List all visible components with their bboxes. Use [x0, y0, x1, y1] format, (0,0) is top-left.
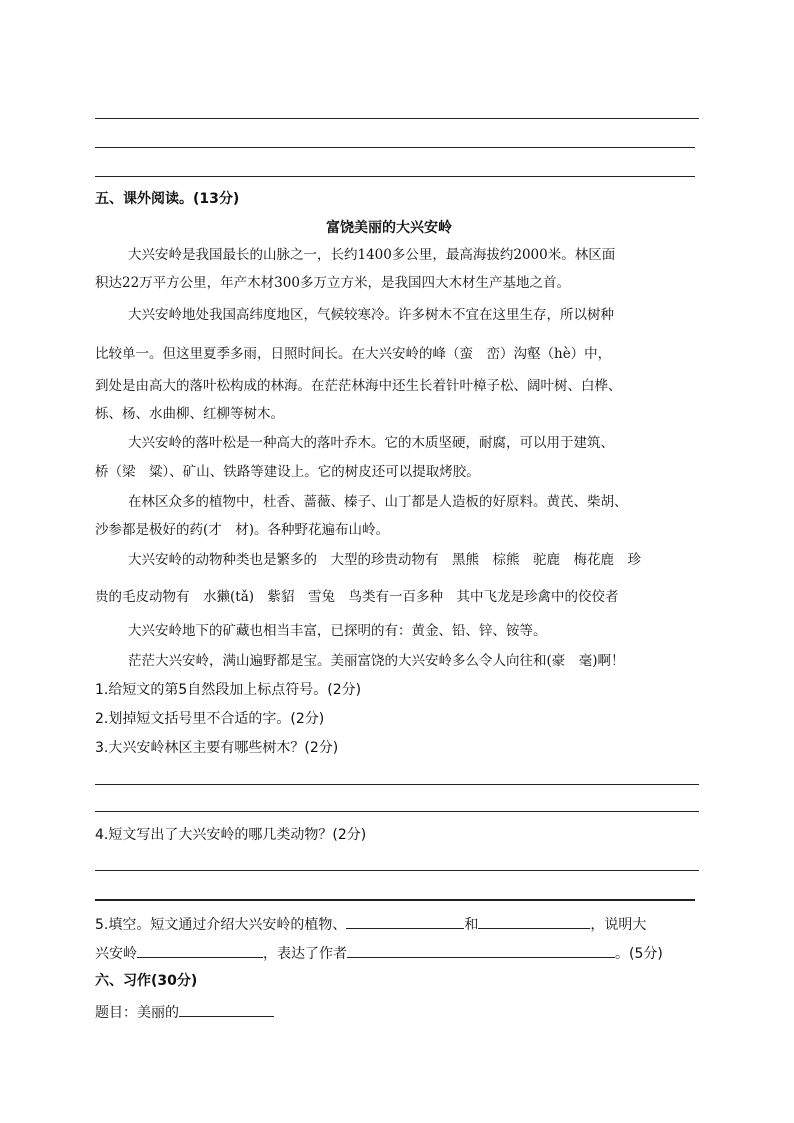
passage-line: 大兴安岭的动物种类也是繁多的 大型的珍贵动物有 黑熊 棕熊 驼鹿 梅花鹿 珍 — [128, 552, 641, 568]
fill-blank[interactable] — [137, 943, 263, 958]
question-4: 4.短文写出了大兴安岭的哪几类动物？(2分) — [95, 827, 367, 843]
passage-line: 大兴安岭地处我国高纬度地区，气候较寒冷。许多树木不宜在这里生存，所以树种 — [128, 307, 614, 323]
passage-line: 贵的毛皮动物有 水獭(tǎ) 紫貂 雪兔 鸟类有一百多种 其中飞龙是珍禽中的佼佼者 — [95, 589, 619, 605]
fill-blank[interactable] — [179, 1002, 274, 1017]
answer-line[interactable] — [95, 176, 695, 177]
question-5-text: ，表达了作者 — [263, 946, 347, 962]
fill-blank[interactable] — [346, 914, 464, 929]
question-5-text: 。(5分) — [615, 946, 663, 962]
essay-topic — [95, 1002, 274, 1022]
passage-line: 比较单一。但这里夏季多雨，日照时间长。在大兴安岭的峰（蛮 峦）沟壑（hè）中， — [95, 346, 612, 362]
passage-line: 沙参都是极好的药(才 材)。各种野花遍布山岭。 — [95, 522, 390, 538]
answer-line[interactable] — [95, 118, 699, 119]
passage-line: 在林区众多的植物中，杜香、蔷薇、榛子、山丁都是人造板的好原料。黄芪、柴胡、 — [128, 494, 628, 510]
passage-line: 大兴安岭的落叶松是一种高大的落叶乔木。它的木质坚硬，耐腐，可以用于建筑、 — [128, 435, 614, 451]
answer-line[interactable] — [95, 784, 699, 785]
question-5-text: ，说明大 — [590, 917, 647, 933]
passage-line: 到处是由高大的落叶松构成的林海。在茫茫林海中还生长着针叶樟子松、阔叶树、白桦、 — [95, 378, 622, 394]
question-5-text: 5.填空。短文通过介绍大兴安岭的植物、 — [95, 917, 347, 933]
passage-line: 大兴安岭是我国最长的山脉之一，长约1400多公里，最高海拔约2000米。林区面 — [128, 247, 616, 263]
answer-line[interactable] — [95, 811, 699, 812]
essay-topic-prefix: 题目：美丽的 — [95, 1005, 179, 1021]
answer-line[interactable] — [95, 147, 695, 148]
passage-title: 富饶美丽的大兴安岭 — [326, 220, 452, 236]
fill-blank[interactable] — [478, 914, 590, 929]
section-heading: 六、习作(30分) — [95, 973, 198, 989]
question-5-line-1 — [95, 914, 646, 934]
passage-line: 桥（梁 粱）、矿山、铁路等建设上。它的树皮还可以提取烤胶。 — [95, 464, 480, 480]
passage-line: 大兴安岭地下的矿藏也相当丰富，已探明的有：黄金、铅、锌、铵等。 — [128, 623, 547, 639]
passage-line: 茫茫大兴安岭，满山遍野都是宝。美丽富饶的大兴安岭多么令人向往和(豪 毫)啊！ — [128, 653, 625, 669]
answer-line[interactable] — [95, 870, 699, 871]
question-1: 1.给短文的第5自然段加上标点符号。(2分) — [95, 682, 362, 698]
question-5-line-2 — [95, 943, 663, 963]
question-5-text: 和 — [464, 917, 479, 933]
question-3: 3.大兴安岭林区主要有哪些树木？(2分) — [95, 740, 339, 756]
answer-line[interactable] — [95, 899, 695, 901]
fill-blank[interactable] — [347, 943, 615, 958]
passage-line: 积达22万平方公里，年产木材300多万立方米，是我国四大木材生产基地之首。 — [95, 275, 570, 291]
passage-line: 栎、杨、水曲柳、红柳等树木。 — [95, 406, 284, 422]
question-2: 2.划掉短文括号里不合适的字。(2分) — [95, 711, 325, 727]
question-5-text: 兴安岭 — [95, 946, 137, 962]
section-heading: 五、课外阅读。(13分) — [95, 191, 240, 207]
